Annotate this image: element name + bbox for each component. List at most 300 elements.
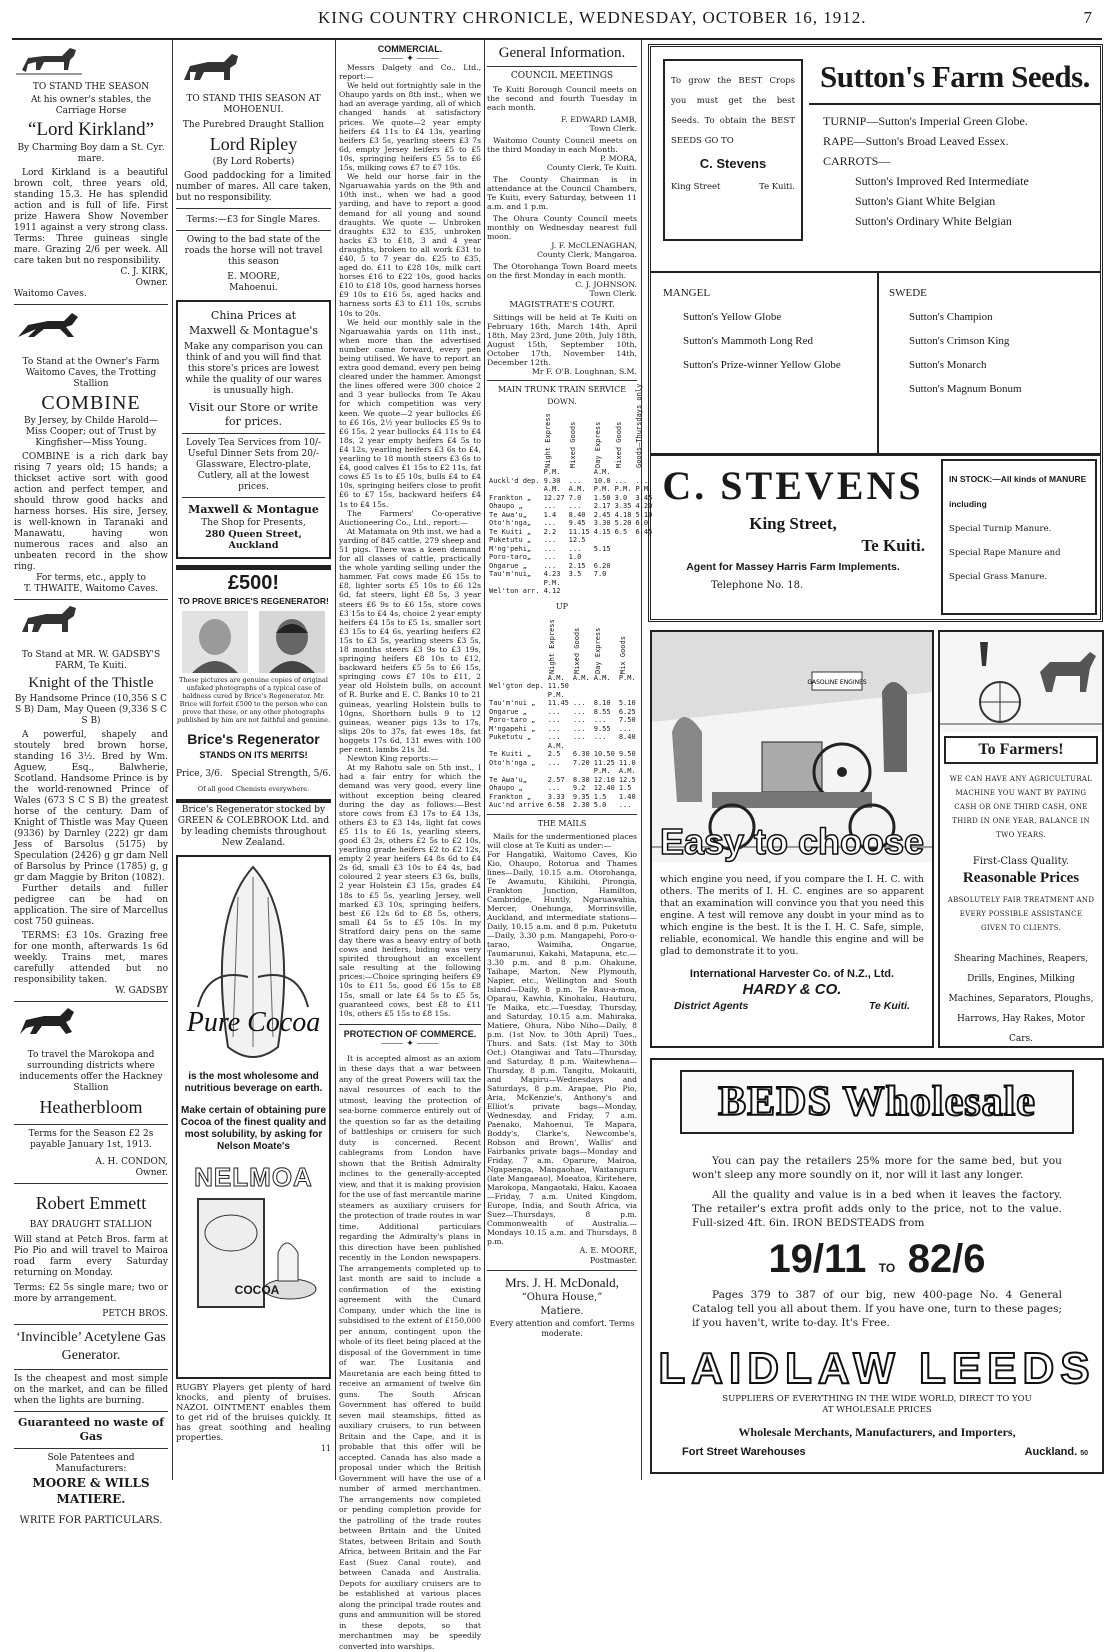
timetable-cell [487, 691, 546, 700]
gas-body: Is the cheapest and most simple on the market, and can be filled when the lights are burning. [14, 1374, 168, 1406]
timetable-cell: ... [572, 699, 586, 707]
chairman-notice: The County Chairman is in attendance at the Council Chambers, Te Kuiti, every Saturday, between 11 a.m. and 1 p.m. [487, 175, 637, 211]
timetable-cell: Wel'ton arr. [489, 587, 540, 595]
timetable-cell: 10.0 [593, 476, 611, 485]
mails-intro: Mails for the undermentioned places will close at Te Kuiti as under:— [487, 831, 637, 850]
timetable-cell: 5.0 [593, 801, 607, 809]
beds-p2: All the quality and value is in a bed when it leaves the factory. The retailer's extra profit adds only to the price, not to the value. Full-sized 4ft. 6in. IRON BEDSTEADS from [692, 1189, 1062, 1229]
timetable-cell: 9.35 [572, 792, 590, 801]
column-divider [641, 40, 642, 1480]
timetable-row [487, 725, 638, 734]
emmett-sub: BAY DRAUGHT STALLION [29, 1220, 153, 1230]
laidlaw-name: LAIDLAW LEEDS [658, 1344, 1096, 1393]
beds-p3: Pages 379 to 387 of our big, new 400-page No. 4 General Catalog tell you all about them. If you have one, turn to these pages; if you haven't, write to-day. It's Free. [692, 1289, 1062, 1329]
timetable-cell [613, 545, 634, 554]
divider [487, 66, 637, 67]
stevens-tel: Telephone No. 18. [711, 580, 804, 591]
timetable-row [487, 708, 638, 717]
timetable-cell: ... [543, 561, 557, 570]
manure-item: Special Rape Manure and [949, 548, 1061, 558]
combine-h1: To Stand at the Owner's Farm Waitomo Caves, the Trotting Stallion [22, 357, 160, 389]
timetable-cell: A.M. [572, 673, 590, 682]
combine-sig: T. THWAITE, Waitomo Caves. [23, 584, 159, 594]
china-h2: Maxwell & Montague's [188, 324, 319, 337]
timetable-row [487, 750, 638, 759]
tk-sig: F. EDWARD LAMB, [561, 115, 637, 124]
divider [14, 1183, 168, 1184]
timetable-cell: Oto'h'nga„ [489, 519, 532, 527]
timetable-cell: 5.15 [593, 544, 611, 553]
protection-title: PROTECTION OF COMMERCE. [343, 1028, 477, 1039]
timetable-cell: 4.12 [543, 587, 561, 595]
timetable-cell: 2.45 [593, 510, 611, 519]
timetable-cell: A.M. [568, 485, 586, 493]
timetable-cell [613, 468, 634, 477]
timetable-cell [592, 536, 613, 545]
emmett-terms: Terms: £2 5s single mare; two or more by arrangement. [14, 1283, 168, 1304]
carrot-item: Sutton's Giant White Belgian [855, 194, 996, 208]
kirkland-sig: C. J. KIRK, [120, 267, 168, 277]
combine-by: By Jersey, by Childe Harold—Miss Cooper; out of Trust by Kingfisher—Miss Young. [23, 416, 159, 448]
timetable-cell: 12.27 [543, 493, 565, 502]
combine-name: COMBINE [41, 392, 141, 414]
timetable-cell: 11.0 [618, 758, 636, 767]
china-name: Maxwell & Montague [188, 503, 319, 516]
manure-item: Special Turnip Manure. [949, 524, 1052, 534]
thistle-terms: TERMS: £3 10s. Grazing free for one month, afterwards 1s 6d weekly. Trains met, mares carefully attended but no responsibility taken. [14, 931, 168, 985]
china-body: Make any comparison you can think of and you will find that this store's prices are lowest while the quality of our wares is unusually high. [184, 342, 323, 396]
turnip-line: TURNIP—Sutton's Imperial Green Globe. [823, 114, 1028, 128]
timetable-cell: P.M. [543, 468, 561, 476]
commercial-title: COMMERCIAL. [377, 44, 443, 54]
timetable-cell: 1.40 [618, 792, 636, 801]
masthead [0, 8, 1114, 32]
up-heading: UP [555, 601, 569, 611]
ihc-company: International Harvester Co. of N.Z., Ltd. [689, 968, 895, 980]
kirkland-body: Lord Kirkland is a beautiful brown colt, three years old, standing 15.3. He has splendid action and is full of life. First prize Hawera Show November 1911 against a very strong class. Terms: Three guineas single mare. Grazing 2/6 per week. All care taken but no responsibility. [14, 168, 168, 266]
carrot-item: Sutton's Improved Red Intermediate [855, 174, 1029, 188]
timetable-cell: ... [572, 733, 586, 741]
divider [14, 304, 168, 305]
timetable-row [487, 784, 638, 793]
swede-item: Sutton's Magnum Bonum [909, 383, 1022, 395]
timetable-cell: 11.50 [547, 682, 569, 690]
ripley-by: (By Lord Roberts) [212, 157, 295, 167]
seed-box-name: C. Stevens [699, 156, 767, 171]
gas-sole: Sole Patentees and Manufacturers: [47, 1453, 135, 1474]
timetable-cell: Oto'h'nga „ [489, 758, 536, 767]
timetable-cell [613, 562, 634, 571]
timetable-cell: ... [572, 724, 586, 733]
rugby-number: 11 [320, 1444, 331, 1453]
timetable-cell [571, 682, 592, 691]
timetable-cell [487, 579, 542, 588]
timetable-cell: 3.45 [635, 493, 653, 502]
timetable-cell: ... [547, 758, 561, 767]
cured-man-photo [259, 611, 325, 673]
timetable-cell: 2.5 [547, 750, 561, 758]
carrots-heading: CARROTS— [823, 154, 891, 168]
column-1 [14, 44, 168, 1526]
mangel-list [663, 281, 873, 373]
timetable-cell: 7.20 [572, 758, 590, 767]
laidlaw-address-row [682, 1446, 1088, 1458]
timetable-cell [487, 485, 542, 494]
cocoa-h3: Make certain of obtaining pure Cocoa of the finest quality and most solubility, by asking for Nelson Moate's [180, 1105, 327, 1152]
timetable-cell: P.M. [614, 485, 632, 493]
timetable-cell: Auc'nd arrive [489, 801, 544, 809]
swede-item: Sutton's Champion [909, 311, 993, 323]
mails-heading: THE MAILS [537, 818, 587, 828]
divider [14, 1324, 168, 1325]
column-divider [484, 40, 485, 1480]
wt-sig: P. MORA, [600, 154, 637, 163]
kirkland-h2: At his owner's stables, the Carriage Horse [30, 95, 152, 116]
mails-sig: A. E. MOORE, [579, 1245, 637, 1255]
mcdonald-name: Mrs. J. H. McDonald, [505, 1274, 619, 1290]
timetable-row [487, 801, 638, 810]
timetable-cell: Wel'gton dep. [489, 682, 544, 690]
timetable-cell: 1.5 [593, 792, 607, 801]
kirkland-name: “Lord Kirkland” [27, 119, 155, 140]
timetable-column-label: Mixed Goods [568, 421, 577, 468]
commercial-paragraph: Newton King reports:— [347, 754, 439, 764]
mcdonald-town: Matiere. [540, 1305, 584, 1317]
timetable-cell [571, 767, 592, 776]
seed-box-town: Te Kuiti. [759, 182, 795, 192]
timetable-cell [592, 579, 613, 588]
ripley-name: Lord Ripley [209, 134, 298, 154]
timetable-cell: ... [547, 707, 561, 716]
timetable-cell: P.M. [543, 578, 561, 587]
timetable-cell: ... [593, 733, 607, 741]
ihc-ad [650, 630, 934, 1048]
timetable-cell: 2.17 [593, 502, 611, 510]
commercial-paragraph: At Matamata on 9th inst. we had a yarding of 845 cattle, 279 sheep and 51 pigs. There was a keen demand for all classes of cattle, practically the whole yarding selling under the hammer. Fat cows made £6 15s to £8, lighter sorts £5 10s to £6 12s 6d, fat steers, light £8 5s, 3 year steers £6 9s to £6 15s, store cows £3 15s to £4 4s, choice 2 year empty heifers £4 15s to £5 1s, smaller sort £3 15s to £4 6s, yearling heifers £2 15s to £3 5s, yearling steers £3 5s, 18 months steers £3 9s to £3 19s, springing heifers £8 10s to £12, backward heifers £5 5s to £6 15s, springing cows £7 10s to £11, 2 year old Holstein bulls, on account of R. Burke and E. C. Banks 10 to 21 guineas, yearling Holstein bulls to 10gns, Shorthorn bulls 9 to 12 guineas, weaner pigs 13s to 17s, slips 20s to 37s, fat ewes 18s, fat hoggets 17s 6d, 131 ewes with 100 per cent. lambs 21s 3d. [339, 526, 481, 755]
stevens-name: C. STEVENS [662, 463, 924, 508]
timetable-cell [571, 742, 592, 751]
timetable-cell: 6.45 [635, 527, 653, 536]
divider [176, 230, 331, 231]
beds-banner [680, 1070, 1074, 1134]
ripley-terms: Terms:—£3 for Single Mares. [186, 215, 321, 225]
beds-price-upto: 82/6 [907, 1237, 986, 1281]
timetable-cell: Frankton „ [489, 493, 532, 502]
timetable-cell: M'ngapehi „ [489, 724, 536, 733]
timetable-cell: ... [568, 502, 582, 510]
brice-special: Special Strength, 5/6. [231, 769, 331, 779]
timetable-cell: ... [547, 784, 561, 792]
column-2 [176, 44, 331, 1480]
timetable-cell: 1.4 [543, 510, 557, 519]
beds-price-row [652, 1236, 1102, 1282]
tk-council: Te Kuiti Borough Council meets on the second and fourth Tuesday in each month. [487, 85, 637, 112]
timetable-cell: ... [568, 544, 582, 553]
timetable-row [487, 793, 638, 802]
timetable-cell: 5.10 [635, 510, 653, 519]
timetable-row [487, 570, 654, 579]
timetable-row [487, 502, 654, 511]
brice-h1: £500! [227, 572, 280, 594]
thistle-body2: Further details and fuller pedigree can be had on application. The sire of Marcellus cost 750 guineas. [14, 884, 168, 927]
ihc-agents-row [674, 1000, 910, 1012]
divider [14, 1001, 168, 1002]
gas-maker2: MATIERE. [56, 1492, 126, 1506]
timetable-column-label: Mixed Goods [614, 421, 623, 468]
gas-name: ‘Invincible’ Acetylene Gas Generator. [16, 1330, 166, 1363]
ohura-sig2: County Clerk, Mangaroa. [536, 250, 637, 259]
timetable-cell [487, 767, 546, 776]
kirkland-loc: Waitomo Caves. [14, 289, 87, 299]
timetable-row [487, 519, 654, 528]
timetable-row [487, 579, 654, 588]
emmett-name: Robert Emmett [35, 1193, 147, 1213]
timetable-cell: ... [547, 724, 561, 733]
timetable-cell: Te Awa'u„ [489, 775, 527, 784]
timetable-cell: Auckl'd dep. [489, 476, 540, 485]
timetable-cell: A.M. [547, 673, 565, 682]
seed-box-text: To grow the BEST Crops you must get the best Seeds. To obtain the BEST SEEDS GO TO [671, 76, 795, 146]
ihc-agents: District Agents [674, 1000, 749, 1012]
timetable-header-row [487, 612, 638, 674]
combine-body: COMBINE is a rich dark bay rising 7 years old; 15 hands; a thickset active sort with good action and perfect temper, and should throw good hacks and harness horses. His sire, Jersey, is well-known in Taranaki and Manawatu, having won numerous races and also an unbeaten record in the show ring. [14, 452, 168, 572]
manure-item: Special Grass Manure. [949, 572, 1048, 582]
emmett-body: Will stand at Petch Bros. farm at Pio Pio and will travel to Mairoa road farm every Saturday returning on Monday. [14, 1235, 168, 1278]
timetable-cell: 4.15 [593, 527, 611, 536]
magistrate-heading: MAGISTRATE'S COURT. [509, 300, 615, 310]
gas-maker: MOORE & WILLS [32, 1476, 150, 1490]
divider [14, 1411, 168, 1412]
timetable-column-label: Night Express [543, 413, 552, 468]
divider [14, 1124, 168, 1125]
timetable-cell: 4.23 [543, 570, 561, 578]
timetable-row [487, 587, 654, 596]
combine-terms: For terms, etc., apply to [36, 573, 146, 583]
ripley-h1: TO STAND THIS SEASON AT MOHOENUI. [186, 94, 321, 115]
timetable-cell: ... [572, 707, 586, 716]
timetable-cell: 6.20 [593, 561, 611, 570]
timetable-cell: Puketutu „ [489, 536, 532, 544]
timetable-cell: Te Awa'u„ [489, 510, 527, 519]
divider [182, 433, 325, 434]
timetable-cell: 5.20 [614, 519, 632, 527]
brice-prices [176, 769, 331, 780]
header-rule [12, 38, 1102, 40]
timetable-cell [487, 742, 546, 751]
timetable-row [487, 759, 638, 768]
timetable-cell: ... [543, 553, 557, 561]
timetable-cell: 6.5 [614, 527, 628, 536]
page-number: 7 [1083, 8, 1092, 27]
thistle-h1: To Stand at MR. W. GADSBY'S FARM, Te Kuiti. [21, 650, 161, 671]
timetable-cell: Te Kuiti „ [489, 527, 532, 536]
divider [487, 1270, 637, 1271]
commercial-paragraph: The Farmers' Co-operative Auctioneering Co., Ltd., report:— [339, 508, 481, 527]
farmers-list: Shearing Machines, Reapers, Drills, Engines, Milking Machines, Separators, Ploughs, Harrows, Hay Rakes, Motor Cars. [948, 954, 1094, 1044]
stevens-town: Te Kuiti. [861, 536, 925, 555]
gas-write: WRITE FOR PARTICULARS. [19, 1515, 163, 1526]
stevens-street: King Street, [749, 514, 837, 533]
heather-terms: Terms for the Season £2 2s payable January 1st, 1913. [28, 1129, 154, 1150]
beds-price-from: 19/11 [768, 1237, 867, 1281]
divider [487, 814, 637, 815]
timetable-cell: A.M. [618, 767, 636, 775]
divider [877, 273, 879, 453]
oto-sig2: Town Clerk. [589, 289, 637, 298]
timetable-cell: 1.5 [618, 784, 632, 792]
china-shop: The Shop for Presents, [201, 518, 306, 528]
manure-box [941, 459, 1097, 615]
china-ad [176, 300, 331, 559]
timetable-cell: 9.30 [543, 476, 561, 485]
cocoa-ad [176, 855, 331, 1379]
timetable-cell [617, 742, 638, 751]
beds-title: BEDS Wholesale [718, 1079, 1036, 1125]
mails-sig2: Postmaster. [589, 1255, 637, 1265]
timetable-column-label: Goods—Thursdays only [635, 383, 644, 468]
wt-sig2: County Clerk, Te Kuiti. [546, 163, 637, 172]
timetable-cell: 7.0 [593, 570, 607, 578]
timetable-cell [617, 691, 638, 700]
timetable-cell: Ongarue „ [489, 707, 527, 716]
mangel-heading: MANGEL [663, 287, 711, 299]
divider [14, 1448, 168, 1449]
farmers-body: WE CAN HAVE ANY AGRICULTURAL MACHINE YOU WANT BY PAYING CASH OR ONE THIRD CASH, ONE THIRD IN ONE YEAR, BALANCE IN TWO YEARS. [949, 775, 1093, 839]
ripley-sig: E. MOORE, [227, 272, 280, 282]
timetable-cell: Ohaupo „ [489, 502, 523, 510]
protection-text: It is accepted almost as an axiom in these days that a war between any of the great Powers will tax the naval resources of each to the utmost, leaving the protection of sea-borne commerce entirely out of the question so far as the detailing of battleships or cruisers for such duty is concerned. Recent cablegrams from London have shown that the British Admiralty inclines to the generally-accepted view, and that it is making provision for the use of fast mercantile marine steamers as auxiliary cruisers for the protection of trade routes in war time. Additional particulars regarding the Admiralty's plans in this direction have been published recently in the London newspapers. The arrangements completed up to last month are said to include a confirmation of the existing agreement with the Cunard Company, under which the line is subsidised to the extent of £150,000 per annum, contingent upon the whole of its fleet being placed at the disposal of the Government in time of war. The Lusitania and Mauretania are each being fitted to receive an armament of twelve 6in guns. The South African Government has offered to build seven mail steamships, fitted as auxiliary cruisers, to run between Britain and the Cape, and it is probable that this offer will be accepted. Canada has also made a proposal under which the British Government will have the use of a number of armed merchantmen. The arrangements now completed or pending completion provide for the patrolling of the trade routes between Britain and the United States, between Britain and South Africa, between Britain and the Far East (Suez Canal route), and between Canada and Australia. Depots for auxiliary cruisers are to be established at various places along the principal trade routes and guns and ammunition will be stored in these depots, so that merchantmen may be speedily converted into warships. [339, 1053, 481, 1651]
timetable-cell: 2.57 [547, 775, 565, 784]
commercial-paragraph: At my Rahotu sale on 5th inst., I had a fair entry for which the demand was very good, every line without exception being cleared during the day as follows:—Best store cows from £3 17s to £4 13s, others £3 to £3 14s, light fat cows £5 11s to £6 1s, yearling steers, good £3 2s, others £2 5s to £2 10s, yearling grade heifers £2 to £2 12s, empty 2 year heifers £4 8s 6d to £4 2s 6d, small £3 10s to £4 4s, bad coloured 2 year steers £3 6s, bulls, 2 year Holstein £3 15s, grades £4 18s to £5 5s, yearling Jersey, well marked £3 10s, springing heifers, best £6 12s 6d to £8 5s, others, small £4 5s to £5 10s. In my Stratford dairy pens on the same day there was a heavy entry of both cows and heifers, biding was very spirited throughout an excellent sale resulting at the following prices:—Choice springing heifers £9 10s to £11 5s, good £6 15s to £8 15s, small or late £4 5s to £5 5s, guaranteed cows, best £8 to £11 10s, others £5 15s to £8 15s. [339, 763, 481, 1018]
timetable-row [487, 511, 654, 520]
timetable-cell: 11.45 [547, 699, 569, 707]
divider [487, 380, 637, 381]
bald-man-photo [182, 611, 248, 673]
timetable-cell: ... [635, 476, 649, 485]
timetable-cell: 9.45 [568, 519, 586, 527]
magistrate-sig: Mr F. O'B. Loughnan, S.M. [531, 367, 637, 376]
brice-stock: Brice's Regenerator stocked by GREEN & COLEBROOK Ltd. and by leading chemists throughout New Zealand. [177, 805, 330, 848]
divider [176, 799, 331, 803]
down-heading: DOWN. [547, 397, 577, 406]
timetable-cell: 6.0 [635, 519, 649, 527]
timetable-cell: ... [543, 519, 557, 527]
kirkland-by: By Charming Boy dam a St. Cyr. mare. [17, 143, 165, 164]
timetable-row [487, 699, 638, 708]
farmers-prices: Reasonable Prices [962, 870, 1080, 886]
commercial-paragraph: We held our horse fair in the Ngaruawahia yards on the 9th and 10th inst., when we had a good yarding, and have to report a good demand for all young and sound draughts. We quote — Unbroken draughts £32 to £35, unbroken hacks £3 to £18, 3 and 4 year draughts, broken to all work £31 to £40, 5 to 7 year do. £25 to £35, aged do. £11 to £28 10s, milk cart horses £16 to £22 10s, good hacks £10 to £18 10s, good harness horses £9 10s to £16 5s, aged hacks and harness sorts £3 to £11 10s, scrubs 10s to 20s. [339, 172, 481, 318]
timetable-cell: 11.25 [593, 758, 615, 767]
seed-box-address [671, 177, 795, 197]
timetable-cell: 9.2 [572, 784, 586, 792]
divider [14, 599, 168, 600]
timetable-cell: 9.55 [593, 724, 611, 733]
timetable-cell: 8.10 [593, 699, 611, 707]
brice-name: Brice's Regenerator [187, 731, 320, 747]
timetable-cell: Poro-taro „ [489, 716, 536, 724]
timetable-row [487, 553, 654, 562]
heather-name: Heatherbloom [39, 1097, 143, 1117]
timetable-cell: 3.35 [614, 502, 632, 510]
timetable-cell: 12.5 [568, 536, 586, 544]
timetable-cell: P.M. [593, 767, 611, 775]
timetable-cell: 4.20 [635, 502, 653, 510]
manure-stock: IN STOCK:—All kinds of MANURE including [949, 474, 1087, 509]
ihc-town: Te Kuiti. [868, 1000, 910, 1012]
timetable-cell: 9.50 [618, 750, 636, 758]
ihc-body: which engine you need, if you compare the I. H. C. with others. The merits of I. H. C. engines are so apparent that an examination will convince you that you need this engine. A test will remove any doubt in your mind as to which engine is the best. It is the I. H. C. Safe, simple, reliable, economical. We handle this engine and will be glad to demonstrate it to you. [660, 874, 924, 957]
timetable-row [487, 733, 638, 742]
engine-sign-text: GASOLINE ENGINES [807, 679, 867, 686]
divider [809, 103, 1101, 105]
timetable-cell: P.M. [618, 673, 636, 682]
timetable-cell [613, 553, 634, 562]
china-visit: Visit our Store or write for prices. [188, 401, 319, 428]
timetable-cell: 3.5 [568, 570, 582, 578]
timetable-row [487, 742, 638, 751]
timetable-row [487, 767, 638, 776]
timetable-row [487, 716, 638, 725]
column-4 [487, 44, 653, 1480]
timetable-cell: Tau'm'nui „ [489, 699, 536, 707]
timetable-corner [487, 406, 542, 468]
timetable-row [487, 477, 654, 486]
timetable-cell [613, 570, 634, 579]
timetable-cell: ... [572, 716, 586, 724]
timetable-row [487, 691, 638, 700]
timetable-cell: ... [618, 724, 632, 733]
beds-p1: You can pay the retailers 25% more for the same bed, but you won't sleep any more soundly on it, nor will it last any longer. [692, 1155, 1062, 1181]
horse-reaper-illustration [940, 632, 1102, 732]
ripley-h2: The Purebred Draught Stallion [182, 120, 325, 130]
kirkland-sig2: Owner. [135, 278, 168, 288]
ripley-body: Good paddocking for a limited number of mares. All care taken, but no responsibility. [176, 171, 331, 203]
tk-sig2: Town Clerk. [589, 124, 637, 133]
divider [651, 453, 1100, 456]
china-addr: 280 Queen Street, Auckland [205, 529, 302, 551]
timetable-cell: ... [543, 536, 557, 544]
timetable-cell: ... [547, 716, 561, 724]
brice-h2: TO PROVE BRICE'S REGENERATOR! [178, 596, 329, 606]
hackney-horse-icon [14, 1006, 84, 1040]
carrot-item: Sutton's Ordinary White Belgian [855, 214, 1012, 228]
ripley-note: Owing to the bad state of the roads the horse will not travel this season [184, 235, 323, 267]
cocoa-h2: is the most wholesome and nutritious beverage on earth. [184, 1071, 323, 1094]
mangel-item: Sutton's Yellow Globe [683, 311, 782, 323]
timetable-cell: Frankton „ [489, 792, 532, 801]
swede-item: Sutton's Monarch [909, 359, 987, 371]
train-heading: MAIN TRUNK TRAIN SERVICE [497, 385, 627, 394]
timetable-cell: 1.0 [568, 553, 582, 561]
mangel-item: Sutton's Mammoth Long Red [683, 335, 814, 347]
timetable-cell: 8.30 [572, 775, 590, 784]
timetable-cell: Te Kuiti „ [489, 750, 532, 758]
timetable-cell: A.M. [547, 741, 565, 750]
swede-list [889, 281, 1099, 401]
timetable-cell: 8.55 [593, 707, 611, 716]
ihc-hardy: HARDY & CO. [742, 981, 842, 998]
farmers-ad [938, 630, 1104, 1048]
mcdonald-house: “Ohura House,” [521, 1291, 603, 1303]
timetable-cell: 8.40 [568, 510, 586, 519]
stevens-ad [651, 459, 935, 619]
timetable-cell [567, 587, 592, 596]
timetable-cell [571, 691, 592, 700]
cocoa-brand2: COCOA [234, 1283, 280, 1297]
seed-box-street: King Street [671, 182, 721, 192]
timetable-cell: 3.0 [614, 493, 628, 502]
farmers-title-box [944, 736, 1098, 764]
